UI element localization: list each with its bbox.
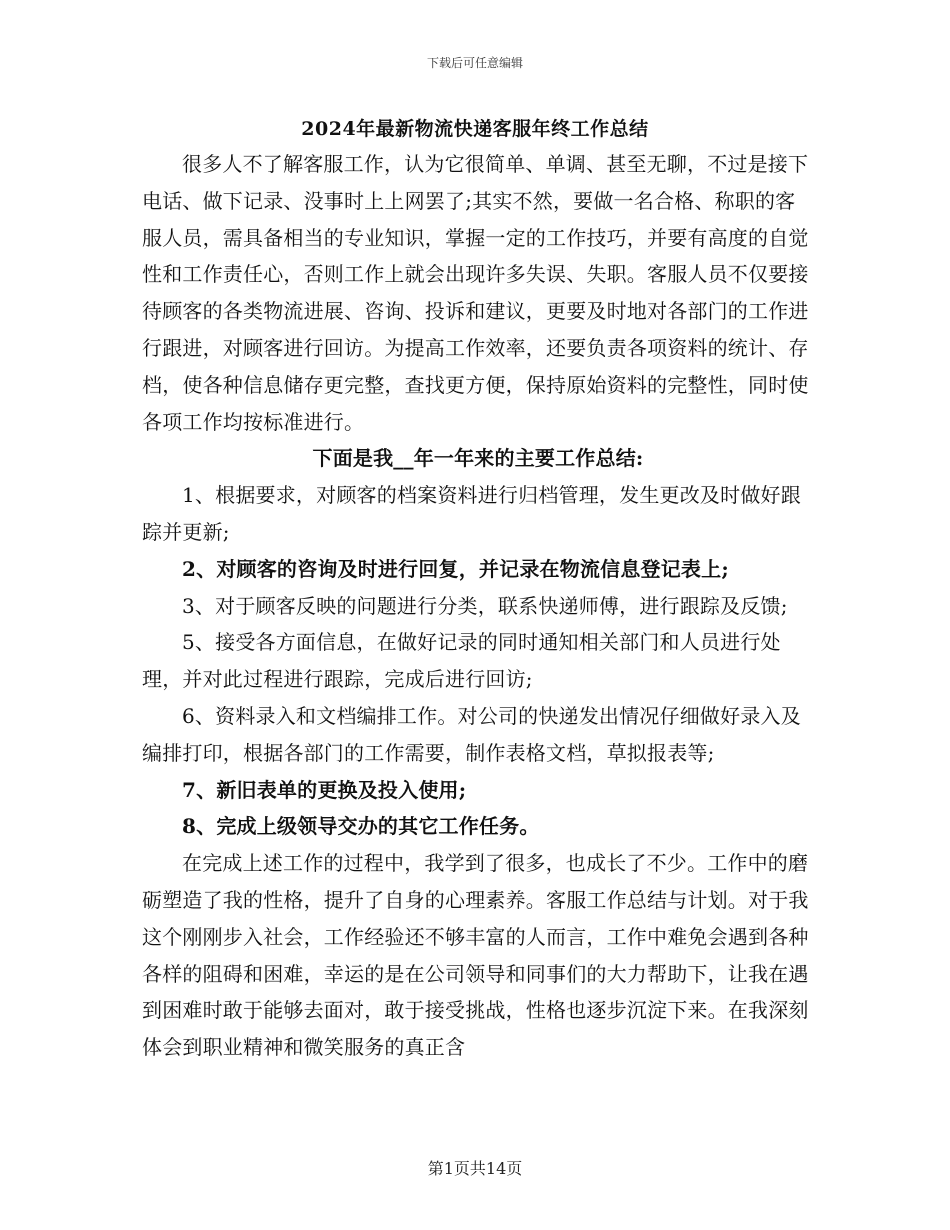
closing-paragraph: 在完成上述工作的过程中，我学到了很多，也成长了不少。工作中的磨砺塑造了我的性格，提升了自身的心理素养。客服工作总结与计划。对于我这个刚刚步入社会，工作经验还不够丰富的人而言，工作中难免会遇到各种各样的阻碍和困难，幸运的是在公司领导和同事们的大力帮助下，让我在遇到困难时敢于能够去面对，敢于接受挑战，性格也逐步沉淀下来。在我深刻体会到职业精神和微笑服务的真正含 bbox=[142, 851, 809, 1060]
list-item: 1、根据要求，对顾客的档案资料进行归档管理，发生更改及时做好跟踪并更新; bbox=[142, 483, 801, 544]
intro-paragraph: 很多人不了解客服工作，认为它很简单、单调、甚至无聊，不过是接下电话、做下记录、没事时上上网罢了;其实不然，要做一名合格、称职的客服人员，需具备相当的专业知识，掌握一定的工作技巧，并要有高度的自觉性和工作责任心，否则工作上就会出现许多失误、失职。客服人员不仅要接待顾客的各类物流进展、咨询、投诉和建议，更要及时地对各部门的工作进行跟进，对顾客进行回访。为提高工作效率，还要负责各项资料的统计、存档，使各种信息储存更完整，查找更方便，保持原始资料的完整性，同时使各项工作均按标准进行。 bbox=[142, 152, 809, 434]
list-item: 5、接受各方面信息，在做好记录的同时通知相关部门和人员进行处理，并对此过程进行跟踪，完成后进行回访; bbox=[142, 630, 781, 692]
list-item: 7、新旧表单的更换及投入使用; bbox=[182, 777, 467, 802]
page-header-note: 下载后可任意编辑 bbox=[426, 56, 523, 70]
document-title: 2024年最新物流快递客服年终工作总结 bbox=[301, 118, 649, 140]
section-heading: 下面是我__年一年来的主要工作总结: bbox=[312, 446, 644, 471]
list-item: 2、对顾客的咨询及时进行回复，并记录在物流信息登记表上; bbox=[182, 556, 729, 581]
page-number: 第1页共14页 bbox=[427, 1159, 523, 1178]
document-body bbox=[142, 146, 814, 1066]
list-item: 8、完成上级领导交办的其它工作任务。 bbox=[182, 814, 540, 839]
list-item: 3、对于顾客反映的问题进行分类，联系快递师傅，进行跟踪及反馈; bbox=[182, 593, 788, 618]
list-item: 6、资料录入和文档编排工作。对公司的快递发出情况仔细做好录入及编排打印，根据各部门的工作需要，制作表格文档，草拟报表等; bbox=[142, 703, 801, 765]
